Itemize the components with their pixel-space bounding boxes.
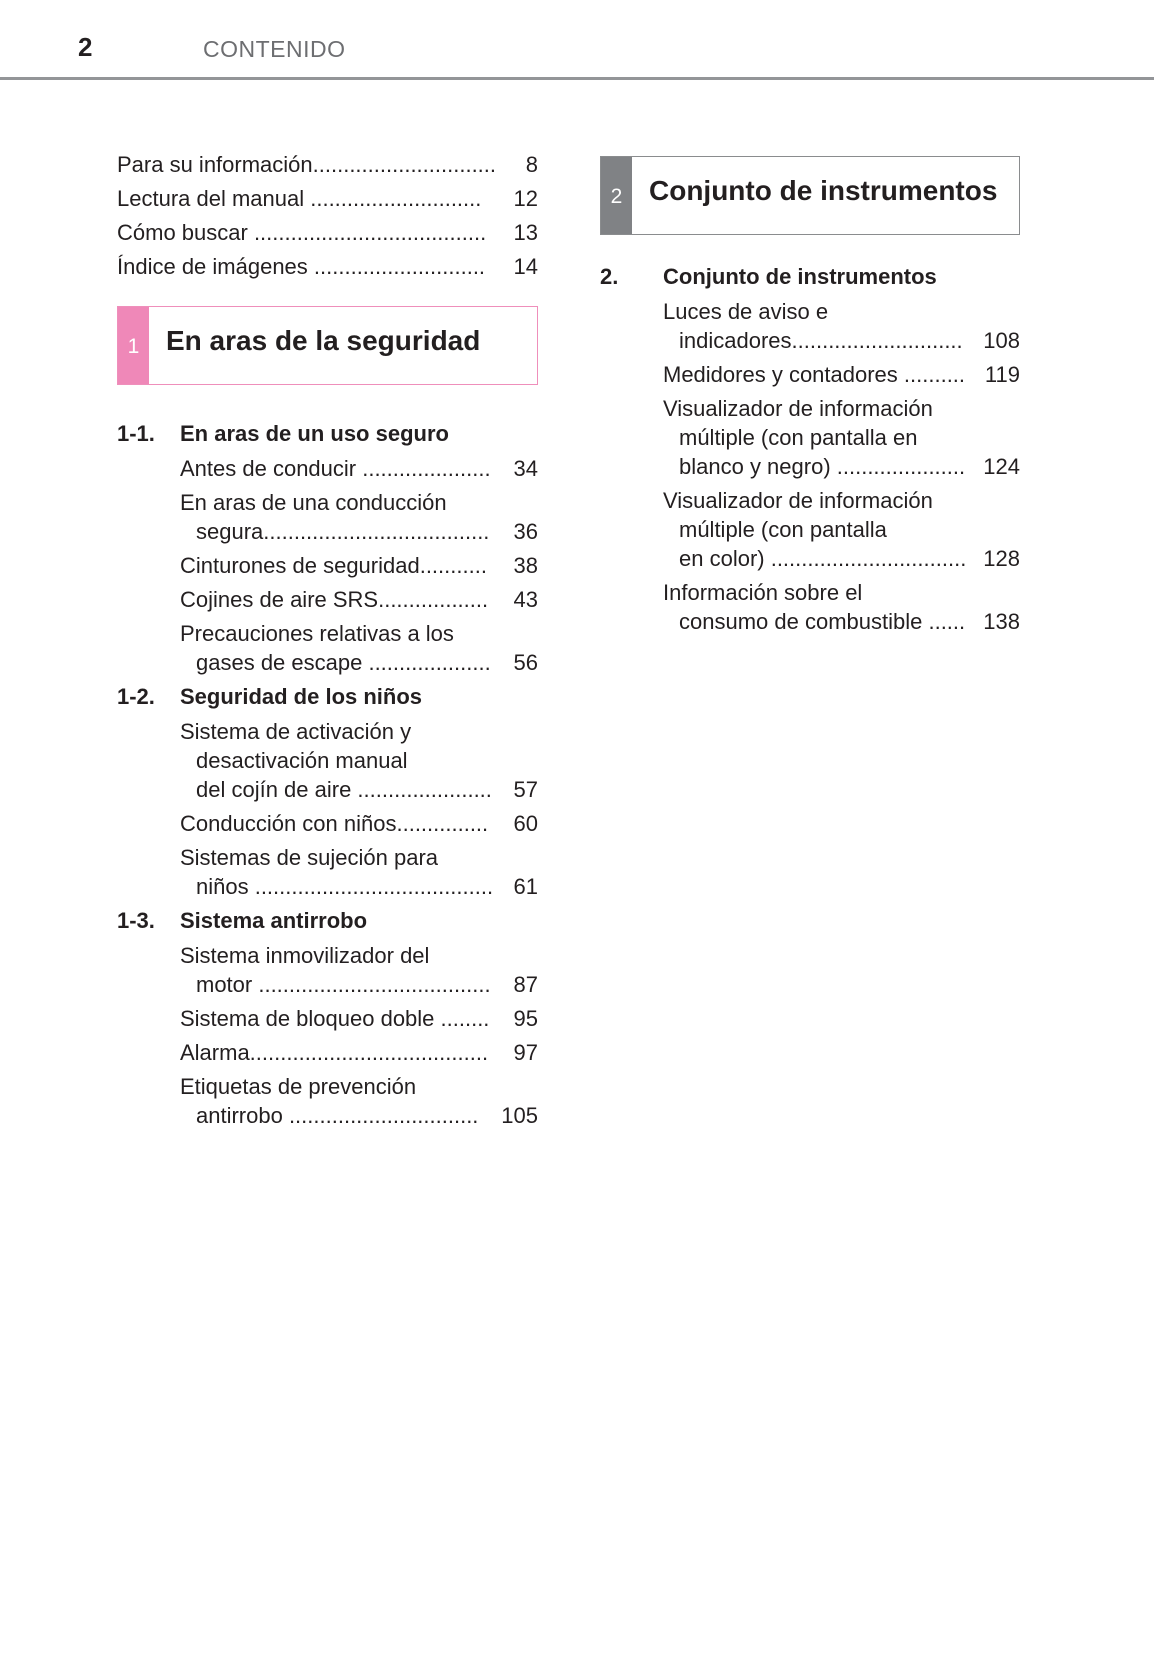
section-number: 1-2. xyxy=(117,684,155,709)
toc-entry[interactable] xyxy=(663,486,1020,573)
entry-page-number: 43 xyxy=(513,587,538,612)
entry-page-number: 61 xyxy=(513,874,538,899)
entry-line: Conducción con niños............... xyxy=(180,811,489,836)
section-title: En aras de un uso seguro xyxy=(180,421,449,446)
entry-page-number: 138 xyxy=(983,609,1020,634)
entry-page-number: 95 xyxy=(513,1006,538,1031)
toc-entry[interactable] xyxy=(180,619,538,677)
section-1-3 xyxy=(117,906,538,1130)
toc-entry[interactable] xyxy=(180,717,538,804)
entry-line: antirrobo ............................... xyxy=(196,1103,479,1128)
entry-line: Visualizador de información xyxy=(663,488,933,513)
entry-line: Para su información.............................. xyxy=(117,152,497,177)
section-number: 1-3. xyxy=(117,908,155,933)
entry-line: Precauciones relativas a los xyxy=(180,621,454,646)
section-heading[interactable] xyxy=(117,682,538,711)
entry-page-number: 105 xyxy=(501,1103,538,1128)
toc-entry[interactable] xyxy=(180,1072,538,1130)
section-number: 1-1. xyxy=(117,421,155,446)
right-column xyxy=(600,156,1020,641)
toc-entry[interactable] xyxy=(180,585,538,614)
entry-line: múltiple (con pantalla en xyxy=(679,425,918,450)
entry-page-number: 56 xyxy=(513,650,538,675)
entry-line: En aras de una conducción xyxy=(180,490,447,515)
entry-line: segura..................................... xyxy=(196,519,490,544)
entry-line: Sistema de activación y xyxy=(180,719,412,744)
front-matter-list xyxy=(117,150,538,281)
section-title: Sistema antirrobo xyxy=(180,908,368,933)
toc-entry-lectura-del-manual[interactable] xyxy=(117,184,538,213)
entry-line: gases de escape .................... xyxy=(196,650,491,675)
entry-line: Índice de imágenes ............................ xyxy=(117,254,486,279)
entry-line: Antes de conducir ..................... xyxy=(180,456,491,481)
entry-line: niños ....................................... xyxy=(196,874,494,899)
toc-entry[interactable] xyxy=(180,809,538,838)
section-1-1 xyxy=(117,419,538,677)
entry-line: consumo de combustible ...... xyxy=(679,609,966,634)
toc-entry[interactable] xyxy=(180,843,538,901)
entry-line: indicadores............................ xyxy=(679,328,963,353)
entry-page-number: 14 xyxy=(513,254,538,279)
entry-page-number: 8 xyxy=(525,152,538,177)
toc-entry-indice-de-imagenes[interactable] xyxy=(117,252,538,281)
toc-entry[interactable] xyxy=(180,454,538,483)
left-column xyxy=(117,150,538,1135)
toc-entry[interactable] xyxy=(180,941,538,999)
toc-entry[interactable] xyxy=(180,1038,538,1067)
entry-line: Visualizador de información xyxy=(663,396,933,421)
entry-line: Sistema inmovilizador del xyxy=(180,943,430,968)
entry-page-number: 97 xyxy=(513,1040,538,1065)
section-title: Conjunto de instrumentos xyxy=(663,264,937,289)
entry-page-number: 57 xyxy=(513,777,538,802)
chapter-1-title: En aras de la seguridad xyxy=(166,325,481,356)
entry-line: Sistemas de sujeción para xyxy=(180,845,439,870)
toc-entry-como-buscar[interactable] xyxy=(117,218,538,247)
section-number: 2. xyxy=(600,264,619,289)
entry-line: Alarma....................................... xyxy=(180,1040,489,1065)
entry-line: Información sobre el xyxy=(663,580,863,605)
toc-entry[interactable] xyxy=(180,551,538,580)
toc-entry[interactable] xyxy=(663,578,1020,636)
chapter-2-number-tab: 2 xyxy=(601,157,632,234)
page-number: 2 xyxy=(78,32,93,62)
entry-line: Etiquetas de prevención xyxy=(180,1074,417,1099)
entry-page-number: 60 xyxy=(513,811,538,836)
entry-page-number: 13 xyxy=(513,220,538,245)
entry-page-number: 34 xyxy=(513,456,538,481)
section-heading[interactable] xyxy=(600,262,1020,291)
entry-line: en color) ................................ xyxy=(679,546,967,571)
header-rule xyxy=(0,77,1154,80)
chapter-1-number-tab: 1 xyxy=(118,307,149,384)
entry-line: múltiple (con pantalla xyxy=(679,517,887,542)
entry-line: Lectura del manual ............................ xyxy=(117,186,482,211)
entry-page-number: 12 xyxy=(513,186,538,211)
entry-line: Sistema de bloqueo doble ........ xyxy=(180,1006,490,1031)
entry-line: Medidores y contadores .......... xyxy=(663,362,966,387)
entry-line: desactivación manual xyxy=(196,748,408,773)
chapter-1-banner xyxy=(117,306,538,385)
entry-page-number: 124 xyxy=(983,454,1020,479)
entry-page-number: 38 xyxy=(513,553,538,578)
section-title: Seguridad de los niños xyxy=(180,684,423,709)
entry-line: Cómo buscar ...................................... xyxy=(117,220,487,245)
entry-page-number: 128 xyxy=(983,546,1020,571)
entry-page-number: 119 xyxy=(984,362,1020,387)
section-2 xyxy=(600,262,1020,636)
toc-entry-para-su-informacion[interactable] xyxy=(117,150,538,179)
entry-page-number: 36 xyxy=(513,519,538,544)
entry-line: motor ...................................... xyxy=(196,972,491,997)
entry-line: blanco y negro) ..................... xyxy=(679,454,966,479)
chapter-2-title: Conjunto de instrumentos xyxy=(649,175,998,206)
toc-entry[interactable] xyxy=(663,360,1020,389)
toc-entry[interactable] xyxy=(663,394,1020,481)
entry-line: del cojín de aire ...................... xyxy=(196,777,492,802)
section-heading[interactable] xyxy=(117,906,538,935)
entry-line: Luces de aviso e xyxy=(663,299,829,324)
entry-page-number: 87 xyxy=(513,972,538,997)
entry-line: Cinturones de seguridad........... xyxy=(180,553,487,578)
entry-page-number: 108 xyxy=(983,328,1020,353)
toc-entry[interactable] xyxy=(180,1004,538,1033)
toc-entry[interactable] xyxy=(180,488,538,546)
chapter-2-banner xyxy=(600,156,1020,235)
entry-line: Cojines de aire SRS.................. xyxy=(180,587,489,612)
toc-entry[interactable] xyxy=(663,297,1020,355)
section-1-2 xyxy=(117,682,538,901)
running-title: CONTENIDO xyxy=(203,36,346,62)
section-heading[interactable] xyxy=(117,419,538,448)
